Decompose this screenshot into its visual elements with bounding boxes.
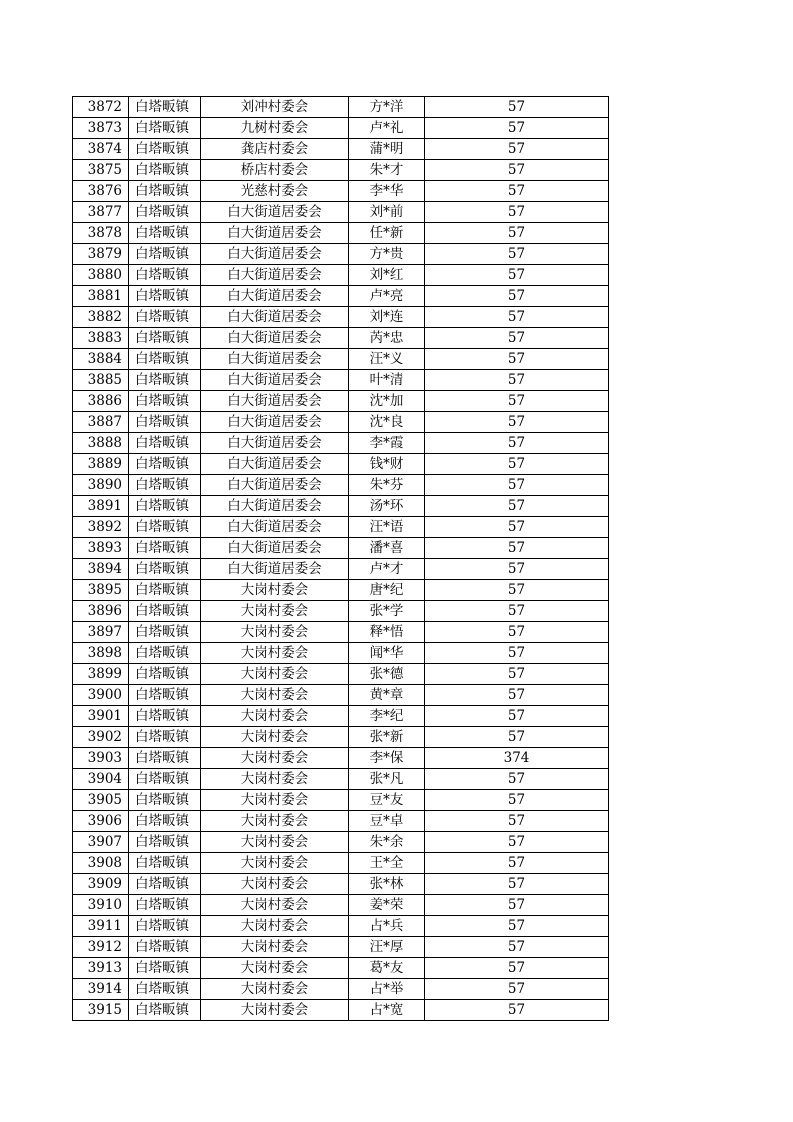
record-number: 3881 — [73, 286, 129, 307]
table-row — [73, 517, 609, 538]
town-name: 白塔畈镇 — [129, 517, 201, 538]
table-row — [73, 811, 609, 832]
table-row — [73, 118, 609, 139]
record-number: 3883 — [73, 328, 129, 349]
town-name: 白塔畈镇 — [129, 349, 201, 370]
person-name: 豆*友 — [349, 790, 425, 811]
person-name: 张*学 — [349, 601, 425, 622]
village-committee: 大岗村委会 — [201, 727, 349, 748]
village-committee: 白大街道居委会 — [201, 433, 349, 454]
table-row — [73, 769, 609, 790]
table-row — [73, 727, 609, 748]
amount-value: 57 — [425, 1000, 609, 1021]
table-row — [73, 580, 609, 601]
village-committee: 龚店村委会 — [201, 139, 349, 160]
record-number: 3893 — [73, 538, 129, 559]
village-committee: 白大街道居委会 — [201, 349, 349, 370]
record-number: 3891 — [73, 496, 129, 517]
record-number: 3885 — [73, 370, 129, 391]
person-name: 汪*义 — [349, 349, 425, 370]
village-committee: 大岗村委会 — [201, 958, 349, 979]
person-name: 葛*友 — [349, 958, 425, 979]
town-name: 白塔畈镇 — [129, 328, 201, 349]
amount-value: 57 — [425, 202, 609, 223]
table-row — [73, 433, 609, 454]
table-row — [73, 979, 609, 1000]
table-row — [73, 97, 609, 118]
record-number: 3884 — [73, 349, 129, 370]
person-name: 李*纪 — [349, 706, 425, 727]
village-committee: 白大街道居委会 — [201, 244, 349, 265]
table-row — [73, 538, 609, 559]
person-name: 张*林 — [349, 874, 425, 895]
village-committee: 大岗村委会 — [201, 748, 349, 769]
person-name: 闻*华 — [349, 643, 425, 664]
town-name: 白塔畈镇 — [129, 748, 201, 769]
table-row — [73, 790, 609, 811]
town-name: 白塔畈镇 — [129, 622, 201, 643]
person-name: 潘*喜 — [349, 538, 425, 559]
record-number: 3903 — [73, 748, 129, 769]
town-name: 白塔畈镇 — [129, 139, 201, 160]
table-row — [73, 916, 609, 937]
person-name: 方*洋 — [349, 97, 425, 118]
amount-value: 57 — [425, 97, 609, 118]
person-name: 张*凡 — [349, 769, 425, 790]
village-committee: 刘冲村委会 — [201, 97, 349, 118]
village-committee: 白大街道居委会 — [201, 328, 349, 349]
table-row — [73, 748, 609, 769]
village-committee: 大岗村委会 — [201, 769, 349, 790]
record-number: 3899 — [73, 664, 129, 685]
amount-value: 57 — [425, 349, 609, 370]
town-name: 白塔畈镇 — [129, 874, 201, 895]
table-row — [73, 265, 609, 286]
record-number: 3909 — [73, 874, 129, 895]
record-number: 3873 — [73, 118, 129, 139]
person-name: 张*德 — [349, 664, 425, 685]
amount-value: 57 — [425, 181, 609, 202]
record-number: 3887 — [73, 412, 129, 433]
table-row — [73, 307, 609, 328]
town-name: 白塔畈镇 — [129, 412, 201, 433]
amount-value: 57 — [425, 895, 609, 916]
town-name: 白塔畈镇 — [129, 643, 201, 664]
village-committee: 白大街道居委会 — [201, 496, 349, 517]
village-committee: 白大街道居委会 — [201, 286, 349, 307]
town-name: 白塔畈镇 — [129, 265, 201, 286]
town-name: 白塔畈镇 — [129, 97, 201, 118]
record-number: 3872 — [73, 97, 129, 118]
village-committee: 大岗村委会 — [201, 580, 349, 601]
table-row — [73, 454, 609, 475]
village-committee: 白大街道居委会 — [201, 454, 349, 475]
table-row — [73, 559, 609, 580]
amount-value: 57 — [425, 244, 609, 265]
amount-value: 57 — [425, 307, 609, 328]
amount-value: 57 — [425, 769, 609, 790]
record-number: 3878 — [73, 223, 129, 244]
town-name: 白塔畈镇 — [129, 202, 201, 223]
table-row — [73, 664, 609, 685]
village-committee: 大岗村委会 — [201, 643, 349, 664]
person-name: 朱*才 — [349, 160, 425, 181]
village-committee: 大岗村委会 — [201, 790, 349, 811]
table-row — [73, 349, 609, 370]
record-number: 3915 — [73, 1000, 129, 1021]
town-name: 白塔畈镇 — [129, 811, 201, 832]
table-row — [73, 874, 609, 895]
town-name: 白塔畈镇 — [129, 433, 201, 454]
table-row — [73, 853, 609, 874]
table-row — [73, 622, 609, 643]
village-committee: 大岗村委会 — [201, 853, 349, 874]
record-number: 3876 — [73, 181, 129, 202]
amount-value: 57 — [425, 643, 609, 664]
records-body — [73, 97, 609, 1021]
person-name: 蒲*明 — [349, 139, 425, 160]
village-committee: 大岗村委会 — [201, 937, 349, 958]
record-number: 3892 — [73, 517, 129, 538]
record-number: 3875 — [73, 160, 129, 181]
village-committee: 白大街道居委会 — [201, 475, 349, 496]
person-name: 占*兵 — [349, 916, 425, 937]
record-number: 3890 — [73, 475, 129, 496]
amount-value: 57 — [425, 832, 609, 853]
table-row — [73, 328, 609, 349]
town-name: 白塔畈镇 — [129, 895, 201, 916]
table-row — [73, 181, 609, 202]
town-name: 白塔畈镇 — [129, 916, 201, 937]
amount-value: 57 — [425, 559, 609, 580]
town-name: 白塔畈镇 — [129, 979, 201, 1000]
person-name: 唐*纪 — [349, 580, 425, 601]
amount-value: 57 — [425, 937, 609, 958]
village-committee: 白大街道居委会 — [201, 559, 349, 580]
amount-value: 57 — [425, 475, 609, 496]
table-row — [73, 475, 609, 496]
town-name: 白塔畈镇 — [129, 832, 201, 853]
town-name: 白塔畈镇 — [129, 496, 201, 517]
amount-value: 57 — [425, 370, 609, 391]
person-name: 汤*环 — [349, 496, 425, 517]
village-committee: 白大街道居委会 — [201, 538, 349, 559]
table-row — [73, 496, 609, 517]
person-name: 叶*清 — [349, 370, 425, 391]
table-row — [73, 937, 609, 958]
town-name: 白塔畈镇 — [129, 790, 201, 811]
amount-value: 57 — [425, 328, 609, 349]
record-number: 3886 — [73, 391, 129, 412]
village-committee: 大岗村委会 — [201, 622, 349, 643]
town-name: 白塔畈镇 — [129, 601, 201, 622]
person-name: 刘*红 — [349, 265, 425, 286]
village-committee: 白大街道居委会 — [201, 370, 349, 391]
table-row — [73, 286, 609, 307]
record-number: 3902 — [73, 727, 129, 748]
village-committee: 白大街道居委会 — [201, 307, 349, 328]
town-name: 白塔畈镇 — [129, 538, 201, 559]
table-row — [73, 601, 609, 622]
village-committee: 白大街道居委会 — [201, 517, 349, 538]
amount-value: 57 — [425, 790, 609, 811]
person-name: 王*全 — [349, 853, 425, 874]
town-name: 白塔畈镇 — [129, 580, 201, 601]
amount-value: 57 — [425, 496, 609, 517]
person-name: 刘*连 — [349, 307, 425, 328]
record-number: 3898 — [73, 643, 129, 664]
record-number: 3908 — [73, 853, 129, 874]
village-committee: 白大街道居委会 — [201, 223, 349, 244]
table-row — [73, 244, 609, 265]
village-committee: 桥店村委会 — [201, 160, 349, 181]
person-name: 朱*余 — [349, 832, 425, 853]
table-row — [73, 139, 609, 160]
amount-value: 57 — [425, 580, 609, 601]
town-name: 白塔畈镇 — [129, 685, 201, 706]
record-number: 3897 — [73, 622, 129, 643]
table-row — [73, 685, 609, 706]
village-committee: 白大街道居委会 — [201, 412, 349, 433]
town-name: 白塔畈镇 — [129, 181, 201, 202]
amount-value: 57 — [425, 433, 609, 454]
record-number: 3912 — [73, 937, 129, 958]
amount-value: 57 — [425, 706, 609, 727]
amount-value: 57 — [425, 286, 609, 307]
amount-value: 57 — [425, 622, 609, 643]
amount-value: 57 — [425, 517, 609, 538]
record-number: 3880 — [73, 265, 129, 286]
village-committee: 大岗村委会 — [201, 811, 349, 832]
town-name: 白塔畈镇 — [129, 286, 201, 307]
person-name: 占*宽 — [349, 1000, 425, 1021]
record-number: 3900 — [73, 685, 129, 706]
records-table — [72, 96, 609, 1021]
person-name: 姜*荣 — [349, 895, 425, 916]
amount-value: 57 — [425, 664, 609, 685]
record-number: 3877 — [73, 202, 129, 223]
village-committee: 大岗村委会 — [201, 895, 349, 916]
amount-value: 57 — [425, 454, 609, 475]
amount-value: 57 — [425, 853, 609, 874]
table-row — [73, 202, 609, 223]
town-name: 白塔畈镇 — [129, 1000, 201, 1021]
village-committee: 大岗村委会 — [201, 706, 349, 727]
person-name: 李*华 — [349, 181, 425, 202]
town-name: 白塔畈镇 — [129, 307, 201, 328]
amount-value: 57 — [425, 139, 609, 160]
amount-value: 57 — [425, 916, 609, 937]
table-row — [73, 958, 609, 979]
person-name: 刘*前 — [349, 202, 425, 223]
amount-value: 57 — [425, 160, 609, 181]
town-name: 白塔畈镇 — [129, 664, 201, 685]
village-committee: 大岗村委会 — [201, 601, 349, 622]
record-number: 3910 — [73, 895, 129, 916]
table-row — [73, 706, 609, 727]
record-number: 3905 — [73, 790, 129, 811]
amount-value: 57 — [425, 265, 609, 286]
record-number: 3879 — [73, 244, 129, 265]
person-name: 钱*财 — [349, 454, 425, 475]
record-number: 3914 — [73, 979, 129, 1000]
person-name: 卢*才 — [349, 559, 425, 580]
person-name: 朱*芬 — [349, 475, 425, 496]
person-name: 黄*章 — [349, 685, 425, 706]
town-name: 白塔畈镇 — [129, 370, 201, 391]
village-committee: 白大街道居委会 — [201, 391, 349, 412]
village-committee: 大岗村委会 — [201, 874, 349, 895]
record-number: 3904 — [73, 769, 129, 790]
person-name: 卢*亮 — [349, 286, 425, 307]
person-name: 沈*加 — [349, 391, 425, 412]
person-name: 汪*语 — [349, 517, 425, 538]
amount-value: 57 — [425, 391, 609, 412]
record-number: 3874 — [73, 139, 129, 160]
amount-value: 57 — [425, 979, 609, 1000]
village-committee: 大岗村委会 — [201, 685, 349, 706]
amount-value: 374 — [425, 748, 609, 769]
record-number: 3906 — [73, 811, 129, 832]
record-number: 3911 — [73, 916, 129, 937]
person-name: 李*霞 — [349, 433, 425, 454]
table-row — [73, 370, 609, 391]
town-name: 白塔畈镇 — [129, 118, 201, 139]
person-name: 张*新 — [349, 727, 425, 748]
village-committee: 大岗村委会 — [201, 1000, 349, 1021]
record-number: 3913 — [73, 958, 129, 979]
amount-value: 57 — [425, 811, 609, 832]
village-committee: 大岗村委会 — [201, 832, 349, 853]
record-number: 3907 — [73, 832, 129, 853]
person-name: 占*举 — [349, 979, 425, 1000]
town-name: 白塔畈镇 — [129, 391, 201, 412]
amount-value: 57 — [425, 601, 609, 622]
town-name: 白塔畈镇 — [129, 160, 201, 181]
table-row — [73, 160, 609, 181]
table-row — [73, 391, 609, 412]
town-name: 白塔畈镇 — [129, 727, 201, 748]
table-row — [73, 223, 609, 244]
amount-value: 57 — [425, 223, 609, 244]
person-name: 汪*厚 — [349, 937, 425, 958]
village-committee: 大岗村委会 — [201, 916, 349, 937]
table-row — [73, 832, 609, 853]
town-name: 白塔畈镇 — [129, 475, 201, 496]
record-number: 3896 — [73, 601, 129, 622]
person-name: 方*贵 — [349, 244, 425, 265]
amount-value: 57 — [425, 685, 609, 706]
village-committee: 光慈村委会 — [201, 181, 349, 202]
town-name: 白塔畈镇 — [129, 958, 201, 979]
person-name: 豆*卓 — [349, 811, 425, 832]
record-number: 3889 — [73, 454, 129, 475]
amount-value: 57 — [425, 727, 609, 748]
village-committee: 白大街道居委会 — [201, 202, 349, 223]
person-name: 释*悟 — [349, 622, 425, 643]
record-number: 3888 — [73, 433, 129, 454]
village-committee: 白大街道居委会 — [201, 265, 349, 286]
table-row — [73, 895, 609, 916]
person-name: 任*新 — [349, 223, 425, 244]
town-name: 白塔畈镇 — [129, 559, 201, 580]
town-name: 白塔畈镇 — [129, 223, 201, 244]
person-name: 李*保 — [349, 748, 425, 769]
village-committee: 九树村委会 — [201, 118, 349, 139]
amount-value: 57 — [425, 958, 609, 979]
record-number: 3901 — [73, 706, 129, 727]
village-committee: 大岗村委会 — [201, 979, 349, 1000]
town-name: 白塔畈镇 — [129, 244, 201, 265]
village-committee: 大岗村委会 — [201, 664, 349, 685]
town-name: 白塔畈镇 — [129, 937, 201, 958]
amount-value: 57 — [425, 118, 609, 139]
table-row — [73, 412, 609, 433]
person-name: 芮*忠 — [349, 328, 425, 349]
person-name: 卢*礼 — [349, 118, 425, 139]
town-name: 白塔畈镇 — [129, 769, 201, 790]
amount-value: 57 — [425, 538, 609, 559]
table-row — [73, 643, 609, 664]
town-name: 白塔畈镇 — [129, 454, 201, 475]
amount-value: 57 — [425, 412, 609, 433]
record-number: 3882 — [73, 307, 129, 328]
amount-value: 57 — [425, 874, 609, 895]
town-name: 白塔畈镇 — [129, 706, 201, 727]
person-name: 沈*良 — [349, 412, 425, 433]
town-name: 白塔畈镇 — [129, 853, 201, 874]
record-number: 3894 — [73, 559, 129, 580]
table-row — [73, 1000, 609, 1021]
record-number: 3895 — [73, 580, 129, 601]
